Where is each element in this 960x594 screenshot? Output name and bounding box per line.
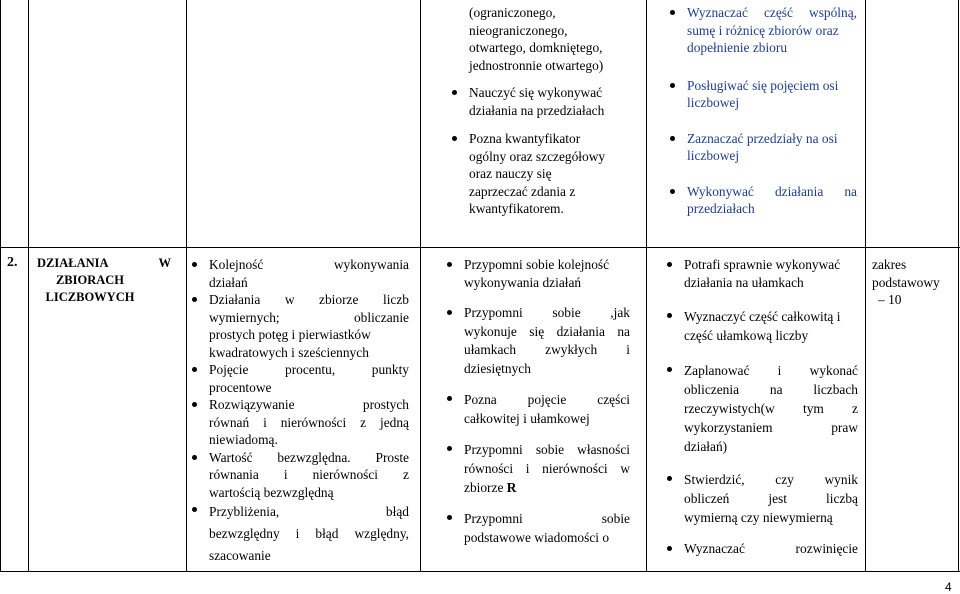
table-divider-3 xyxy=(420,0,421,572)
list-item: Potrafi sprawnie wykonywać działania na ułamkach xyxy=(662,256,858,291)
list-item: Przypomni sobie ,jak wykonuje się działania na ułamkach zwykłych i dziesiętnych xyxy=(442,304,630,378)
top-row-col4 xyxy=(665,4,857,218)
table-border-row2-bottom xyxy=(0,571,960,572)
list-item: Wykonywać działania na przedziałach xyxy=(665,183,857,218)
top-row-col3 xyxy=(447,4,637,218)
list-item: Pozna pojęcie części całkowitej i ułamkowej xyxy=(442,390,630,428)
row2-col3-content xyxy=(442,256,630,547)
list-item: Działania w zbiorze liczb wymiernych; obliczanie prostych potęg i pierwiastków kwadratowych i sześciennych xyxy=(187,291,409,361)
row2-col5-content: zakres podstawowy – 10 xyxy=(872,256,956,309)
list-item: Pozna kwantyfikator ogólny oraz szczegółowy oraz nauczy się zaprzeczać zdania z kwantyfikatorem. xyxy=(447,130,637,218)
row-number: 2. xyxy=(7,255,18,270)
table-divider-5 xyxy=(865,0,866,572)
list-item: Wyznaczać część wspólną, sumę i różnicę zbiorów oraz dopełnienie zbioru xyxy=(665,4,857,57)
list-item: Wyznaczać rozwinięcie xyxy=(662,540,858,558)
section-title: W DZIAŁANIA ZBIORACH LICZBOWYCH xyxy=(37,256,171,304)
top-col3-continuation: (ograniczonego, nieograniczonego, otwartego, domkniętego, jednostronnie otwartego) xyxy=(469,5,604,73)
list-item: Przybliżenia, błąd bezwzględny i błąd względny, szacowanie xyxy=(187,501,409,567)
table-border-top-row-bottom xyxy=(0,247,960,248)
list-item: Zaznaczać przedziały na osi liczbowej xyxy=(665,130,857,165)
row2-col4-content xyxy=(662,256,858,558)
list-item: Stwierdzić, czy wynik obliczeń jest liczbą wymierną czy niewymierną xyxy=(662,470,858,527)
list-item: Przypomni sobie podstawowe wiadomości o xyxy=(442,509,630,547)
list-item: Zaplanować i wykonać obliczenia na liczbach rzeczywistych(w tym z wykorzystaniem praw działań) xyxy=(662,361,858,456)
list-item: Przypomni sobie własności równości i nierówności w zbiorze R xyxy=(442,440,630,497)
table-divider-4 xyxy=(646,0,647,572)
table-border-left xyxy=(0,0,1,572)
section-title-w: W xyxy=(158,256,171,270)
list-item: Wyznaczyć część całkowitą i część ułamkową liczby xyxy=(662,307,858,345)
row2-col2-content xyxy=(187,256,409,567)
list-item: Rozwiązywanie prostych równań i nierówności z jedną niewiadomą. xyxy=(187,396,409,449)
list-item: Kolejność wykonywania działań xyxy=(187,256,409,291)
table-divider-1 xyxy=(28,0,29,572)
list-item: Pojęcie procentu, punkty procentowe xyxy=(187,361,409,396)
table-border-right xyxy=(958,0,959,572)
list-item: Nauczyć się wykonywać działania na przedziałach xyxy=(447,84,637,119)
list-item: Przypomni sobie kolejność wykonywania działań xyxy=(442,256,630,291)
list-item: Posługiwać się pojęciem osi liczbowej xyxy=(665,77,857,112)
page-number: 4 xyxy=(945,580,952,594)
list-item: Wartość bezwzględna. Proste równania i nierówności z wartością bezwzględną xyxy=(187,449,409,502)
hours-value: – 10 xyxy=(878,292,902,307)
